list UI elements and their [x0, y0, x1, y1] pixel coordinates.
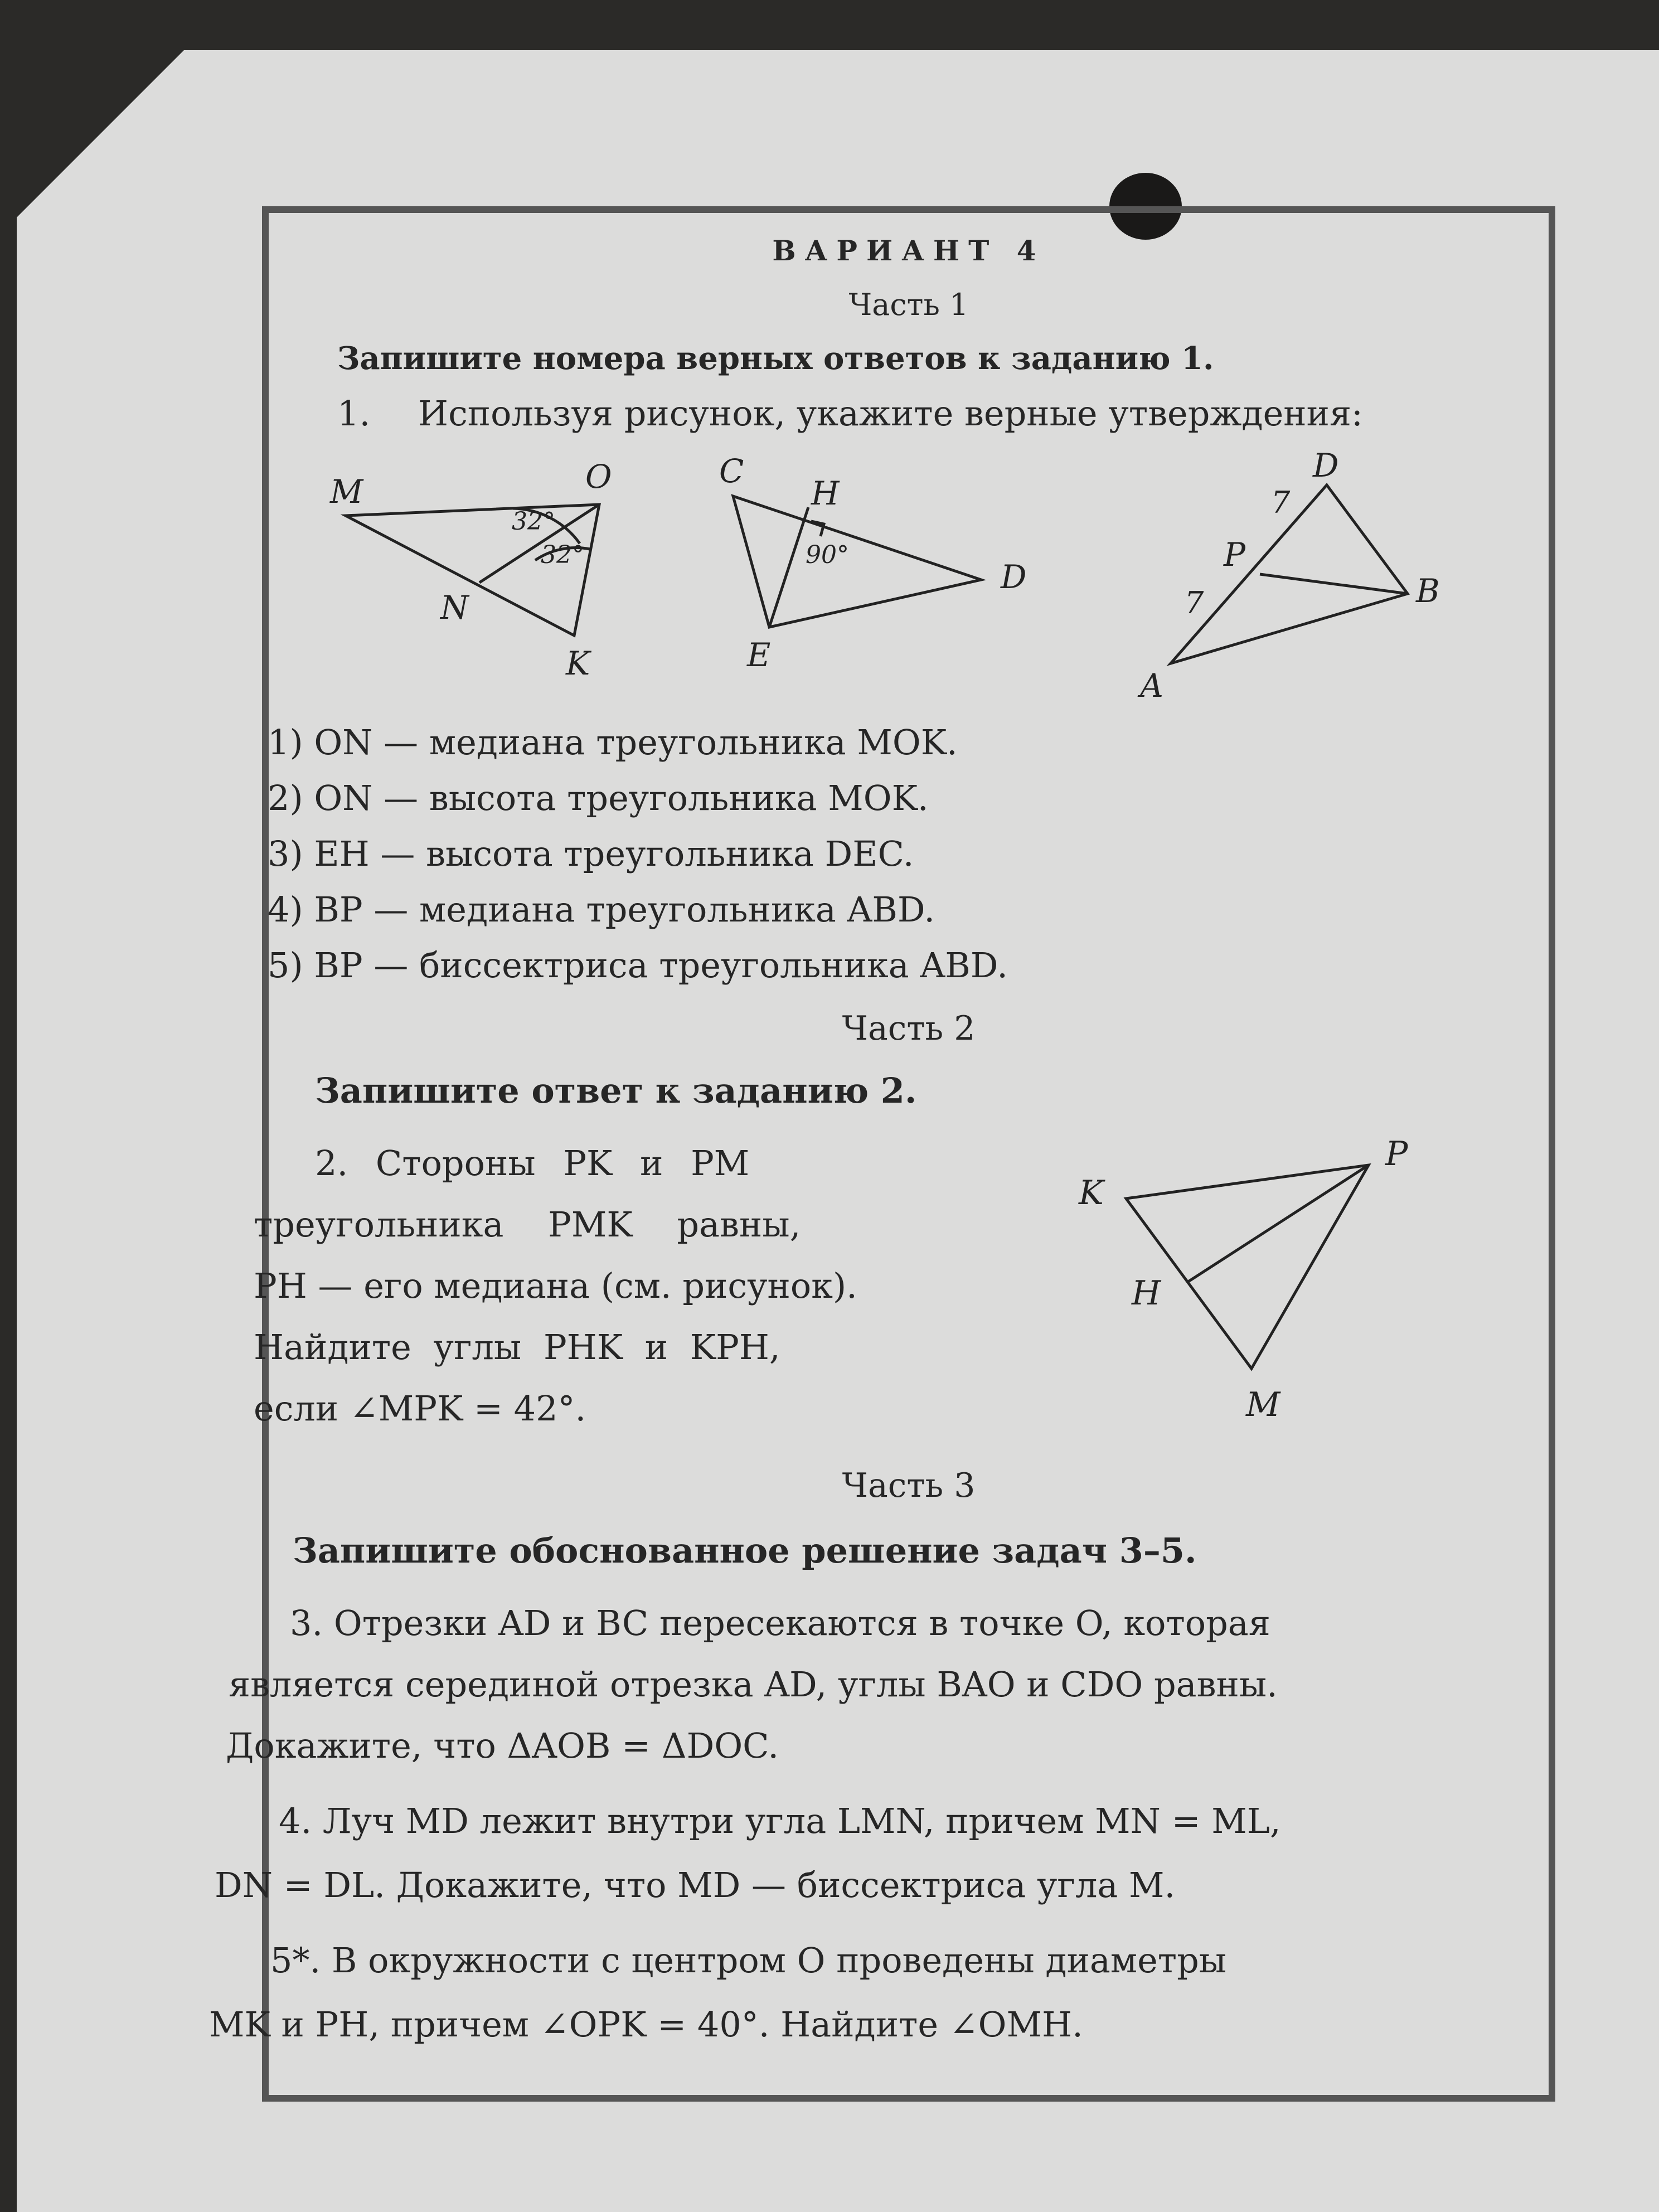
fig3-label-7-top: 7 — [1271, 485, 1291, 520]
task2-line-3: PH — его медиана (см. рисунок). — [254, 1265, 857, 1306]
task1-figures — [0, 0, 1659, 725]
fig3-label-b: B — [1416, 572, 1440, 610]
fig1-angle-2: 32° — [541, 541, 584, 569]
part3-title: Часть 3 — [842, 1466, 976, 1505]
part2-title: Часть 2 — [842, 1009, 976, 1048]
task5-line-1: 5*. В окружности с центром O проведены диаметры — [270, 1940, 1227, 1981]
task5-line-2: MK и PH, причем ∠OPK = 40°. Найдите ∠OMH. — [209, 2004, 1083, 2045]
task2-line-5: если ∠MPK = 42°. — [254, 1388, 586, 1429]
task2-line-1: 2. Стороны PK и PM — [315, 1143, 750, 1183]
task2-label-k: K — [1079, 1173, 1104, 1212]
task2-label-p: P — [1385, 1134, 1408, 1173]
part1-title: Часть 1 — [848, 287, 969, 322]
fig2-label-h: H — [811, 474, 840, 512]
task4-line-1: 4. Луч MD лежит внутри угла LMN, причем MN = ML, — [279, 1801, 1281, 1841]
fig3-label-p: P — [1224, 536, 1246, 574]
part3-instruction: Запишите обоснованное решение задач 3–5. — [293, 1530, 1197, 1571]
task1-option-3: 3) EH — высота треугольника DEC. — [268, 833, 914, 874]
task3-line-3: Докажите, что ΔAOB = ΔDOC. — [226, 1725, 779, 1766]
task2-line-4: Найдите углы PHK и KPH, — [254, 1327, 780, 1367]
fig1-label-m: M — [330, 473, 363, 511]
fig1-label-o: O — [585, 458, 612, 496]
variant-title: ВАРИАНТ 4 — [772, 234, 1045, 267]
task1-option-2: 2) ON — высота треугольника MOK. — [268, 778, 929, 818]
task4-line-2: DN = DL. Докажите, что MD — биссектриса угла M. — [215, 1865, 1176, 1905]
task1-option-4: 4) BP — медиана треугольника ABD. — [268, 889, 935, 930]
part1-instruction: Запишите номера верных ответов к заданию 1. — [337, 340, 1214, 377]
fig3-label-d: D — [1313, 447, 1339, 484]
task1-text: Используя рисунок, укажите верные утверждения: — [418, 393, 1363, 434]
fig1-label-k: K — [566, 644, 590, 682]
task1-number: 1. — [337, 393, 371, 434]
part2-instruction: Запишите ответ к заданию 2. — [315, 1070, 917, 1111]
fig2-angle: 90° — [806, 541, 849, 569]
fig1-angle-1: 32° — [512, 507, 555, 536]
task1-option-5: 5) BP — биссектриса треугольника ABD. — [268, 945, 1008, 986]
task3-line-2: является серединой отрезка AD, углы BAO и CDO равны. — [229, 1664, 1278, 1705]
task2-label-m: M — [1246, 1385, 1280, 1424]
fig2-label-e: E — [747, 636, 771, 674]
task2-figure — [1031, 1115, 1477, 1449]
fig3-label-a: A — [1140, 667, 1163, 705]
fig2-label-c: C — [719, 452, 744, 490]
task2-label-h: H — [1132, 1274, 1161, 1313]
task1-option-1: 1) ON — медиана треугольника MOK. — [268, 722, 958, 763]
task2-line-2: треугольника PMK равны, — [254, 1204, 801, 1245]
fig3-label-7-bottom: 7 — [1185, 585, 1204, 620]
fig1-label-n: N — [440, 589, 469, 627]
task3-line-1: 3. Отрезки AD и BC пересекаются в точке O, которая — [290, 1603, 1270, 1643]
fig2-label-d: D — [1001, 558, 1027, 596]
